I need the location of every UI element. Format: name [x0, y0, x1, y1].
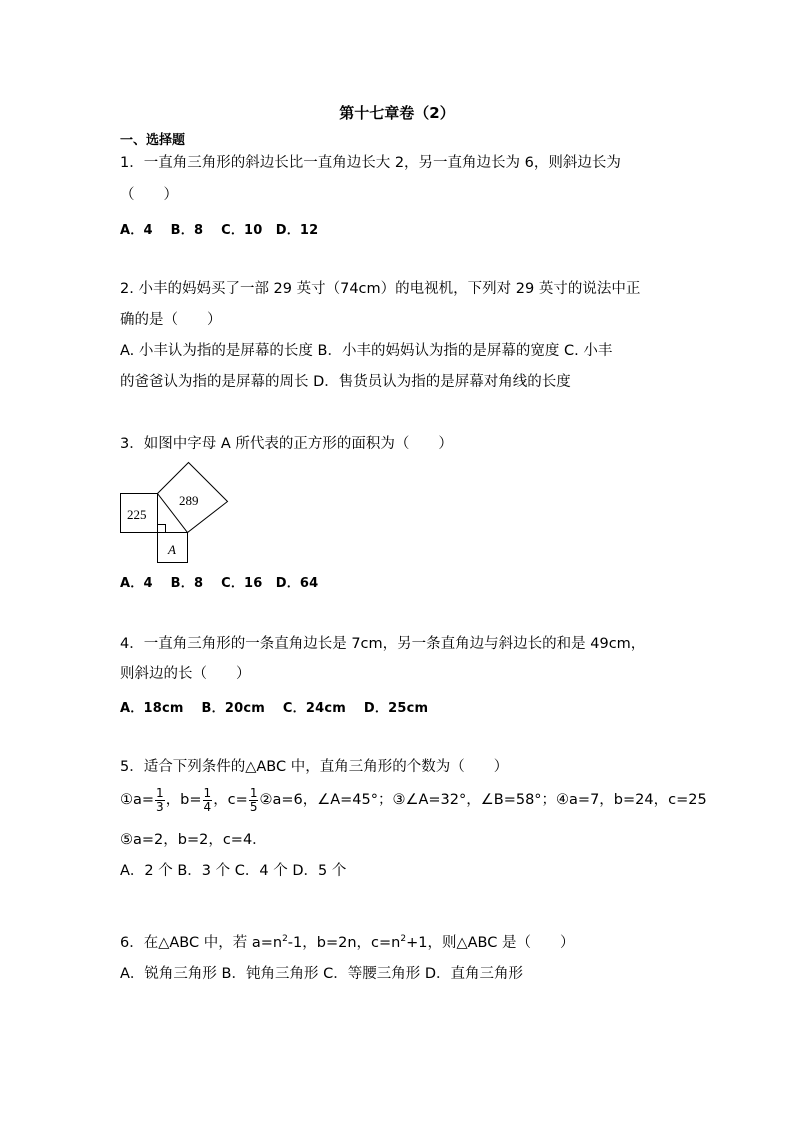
squares-figure: [118, 460, 234, 566]
label-a: A: [168, 542, 176, 557]
conditions-2-4: ②a=6，∠A=45°；③∠A=32°，∠B=58°；④a=7，b=24，c=25: [259, 792, 707, 808]
right-angle-mark: [158, 525, 166, 533]
page-title: 第十七章卷（2）: [339, 104, 455, 122]
section-heading: 一、选择题: [120, 133, 186, 148]
fraction-one-third: $\frac{1}{3}$: [156, 785, 164, 814]
question-6-text: 6．在△ABC 中，若 $a=n^2-1$，b=2n，$c=n^2+1$，则△ABC 是（ ）: [120, 934, 575, 951]
question-2-options-line-2: 的爸爸认为指的是屏幕的周长 D．售货员认为指的是屏幕对角线的长度: [120, 374, 571, 390]
question-1-options: A．4 B．8 C．10 D．12: [120, 223, 319, 238]
question-6-options: A．锐角三角形 B．钝角三角形 C．等腰三角形 D．直角三角形: [120, 966, 523, 982]
fraction-one-fifth: $\frac{1}{5}$: [249, 785, 258, 814]
fraction-one-fourth: $\frac{1}{4}$: [203, 785, 212, 814]
question-2-text: 2. 小丰的妈妈买了一部 29 英寸（74cm）的电视机，下列对 29 英寸的说法中正: [120, 281, 641, 297]
question-3-text: 3．如图中字母 A 所代表的正方形的面积为（ ）: [120, 436, 453, 452]
question-5-condition-5: ⑤a=2，b=2，c=4．: [120, 832, 267, 848]
label-225: 225: [127, 507, 147, 522]
question-2-options-line-1: A. 小丰认为指的是屏幕的长度 B．小丰的妈妈认为指的是屏幕的宽度 C. 小丰: [120, 343, 613, 359]
question-4-text: 4．一直角三角形的一条直角边长是 7cm，另一条直角边与斜边长的和是 49cm，: [120, 636, 646, 652]
question-4-text-cont: 则斜边的长（ ）: [120, 666, 251, 682]
question-5-options: A．2 个 B．3 个 C．4 个 D．5 个: [120, 863, 347, 879]
question-4-options: A．18cm B．20cm C．24cm D．25cm: [120, 701, 429, 716]
label-289: 289: [179, 493, 199, 508]
condition-1-prefix: ①a=: [120, 792, 155, 808]
question-3-options: A．4 B．8 C．16 D．64: [120, 576, 319, 591]
question-1-text: 1．一直角三角形的斜边长比一直角边长大 2，另一直角边长为 6，则斜边长为: [120, 155, 621, 171]
question-2-text-cont: 确的是（ ）: [120, 312, 222, 328]
question-5-conditions: ①a= $\frac{1}{3}$ ，b= $\frac{1}{4}$ ，c= $\frac{1}{5}$ ②a=6，∠A=45°；③∠A=32°，∠B=58°；④a=7，b=24，c=25: [120, 785, 707, 814]
question-1-bracket: （ ）: [120, 187, 178, 203]
question-5-text: 5．适合下列条件的△ABC 中，直角三角形的个数为（ ）: [120, 759, 509, 775]
